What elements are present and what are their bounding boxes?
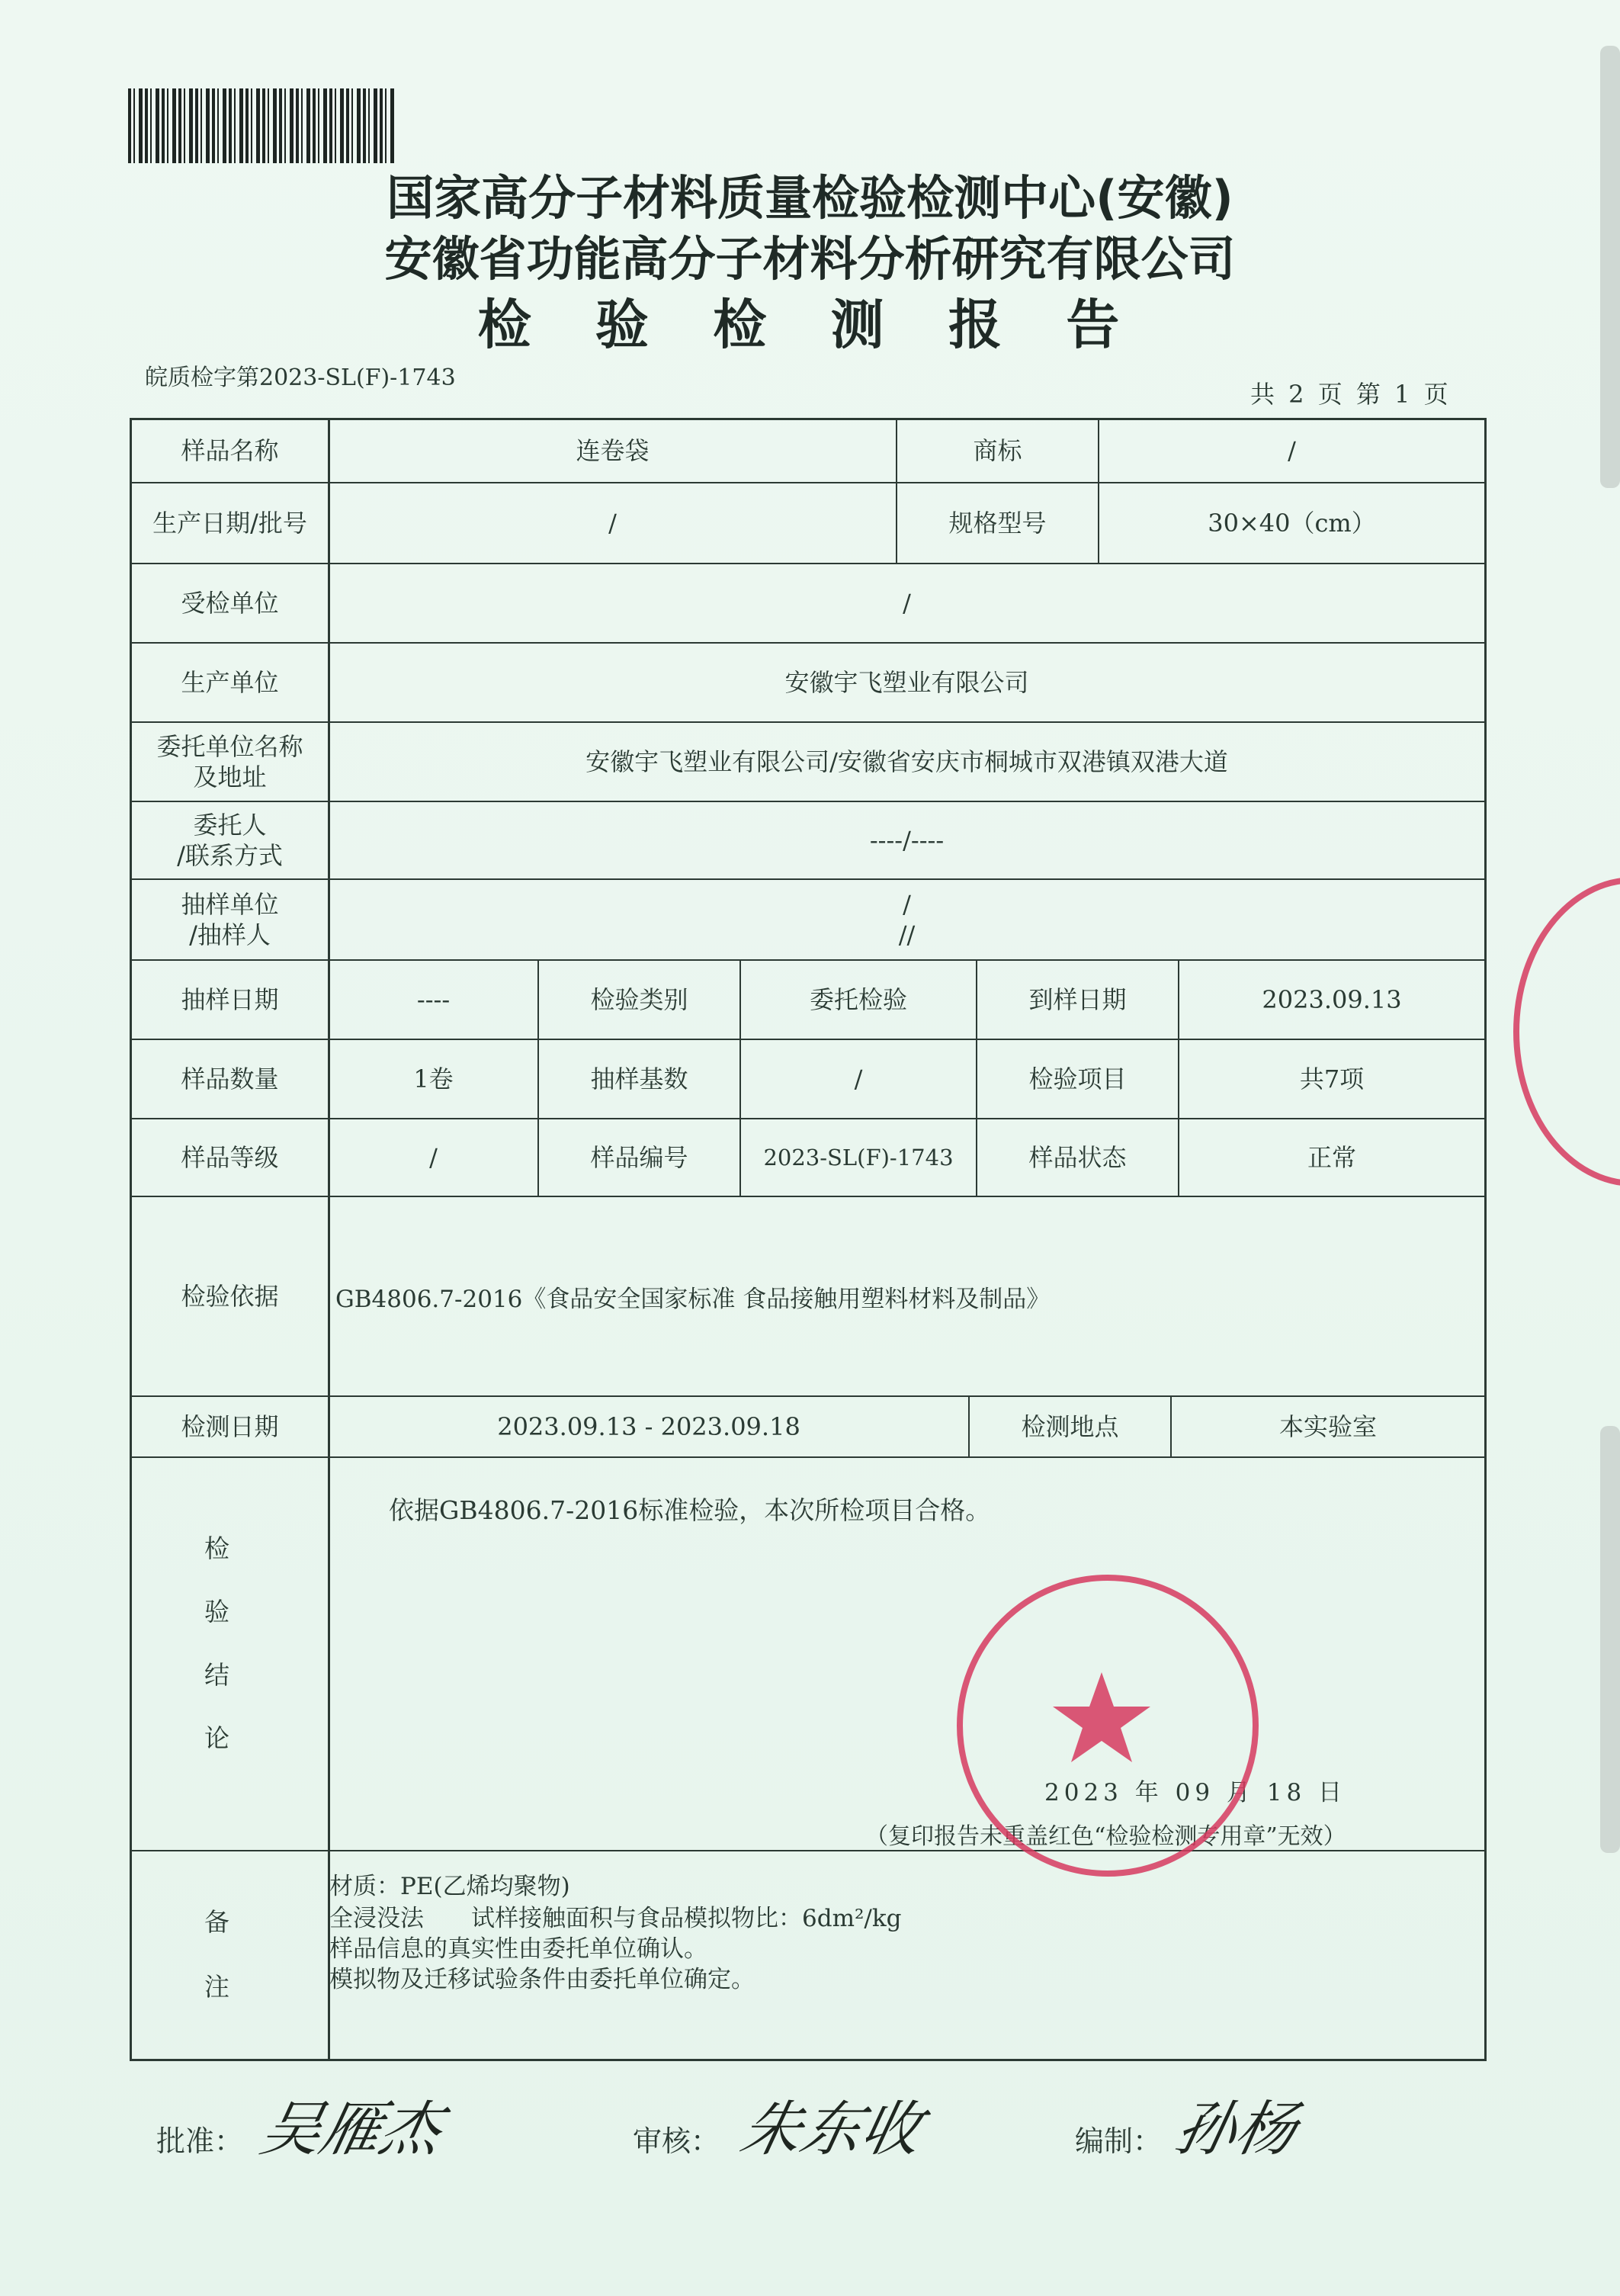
client-label-line2: 及地址 [193, 763, 267, 792]
remark-label-1: 备 [204, 1907, 229, 1937]
contact-label [132, 802, 328, 878]
sample-no-label: 样品编号 [590, 1143, 688, 1172]
inspected-unit: / [903, 589, 911, 618]
header-line2: 安徽省功能高分子材料分析研究有限公司 [384, 231, 1236, 287]
base: / [854, 1065, 863, 1093]
inspected-unit-label: 受检单位 [181, 589, 279, 618]
sampler-label-line2: /抽样人 [189, 920, 271, 949]
client-label-line1: 委托单位名称 [156, 732, 303, 761]
arrival-date: 2023.09.13 [1262, 985, 1402, 1014]
spec: 30×40（cm） [1208, 509, 1376, 538]
doc-number: 皖质检字第2023-SL(F)-1743 [145, 364, 456, 391]
remark-line-3: 样品信息的真实性由委托单位确认。 [329, 1935, 707, 1963]
edge-seal [1513, 877, 1620, 1187]
compile-label: 编制： [1075, 2124, 1163, 2158]
page-info: 共 2 页 第 1 页 [1250, 380, 1452, 409]
header-line1: 国家高分子材料质量检验检测中心(安徽) [387, 170, 1233, 226]
grade-label: 样品等级 [181, 1143, 279, 1172]
qty: 1卷 [413, 1065, 454, 1093]
grade: / [429, 1143, 438, 1172]
approve-label: 批准： [156, 2124, 244, 2158]
trademark-label: 商标 [973, 436, 1022, 465]
scrollbar-bottom[interactable] [1600, 1426, 1620, 1853]
test-date: 2023.09.13 - 2023.09.18 [497, 1412, 800, 1441]
sampling-date: ---- [416, 985, 451, 1014]
basis: GB4806.7-2016《食品安全国家标准 食品接触用塑料材料及制品》 [335, 1286, 1051, 1313]
remark-line-2: 全浸没法 试样接触面积与食品模拟物比：6dm²/kg [329, 1905, 902, 1932]
prod-date-label: 生产日期/批号 [152, 509, 307, 538]
conclusion-label-2: 验 [204, 1597, 229, 1626]
remark-line-1: 材质：PE(乙烯均聚物) [329, 1873, 570, 1900]
location-label: 检测地点 [1021, 1412, 1119, 1441]
base-label: 抽样基数 [590, 1065, 688, 1093]
test-type: 委托检验 [809, 985, 907, 1014]
location: 本实验室 [1278, 1412, 1377, 1441]
conclusion-label-3: 结 [204, 1660, 229, 1690]
contact-label-line1: 委托人 [193, 811, 267, 840]
qty-label: 样品数量 [181, 1065, 279, 1093]
compile-signature: 孙杨 [1169, 2095, 1304, 2164]
arrival-date-label: 到样日期 [1028, 985, 1127, 1014]
sample-no: 2023-SL(F)-1743 [763, 1144, 954, 1170]
trademark: / [1288, 436, 1296, 465]
report-title: 检 验 检 测 报 告 [477, 294, 1143, 356]
sampler-label-line1: 抽样单位 [181, 890, 279, 919]
seal-star-icon [963, 1581, 1240, 1858]
sampler-person: // [898, 920, 916, 949]
conclusion-label-1: 检 [204, 1533, 229, 1563]
conclusion-text: 依据GB4806.7-2016标准检验，本次所检项目合格。 [389, 1495, 991, 1525]
test-type-label: 检验类别 [590, 985, 688, 1014]
contact: ----/---- [869, 826, 945, 855]
basis-label: 检验依据 [181, 1282, 279, 1311]
state-label: 样品状态 [1028, 1143, 1127, 1172]
items: 共7项 [1299, 1065, 1365, 1093]
approve-signature: 吴雁杰 [254, 2095, 448, 2164]
producer-label: 生产单位 [181, 668, 279, 697]
sampler-unit: / [903, 890, 911, 919]
state: 正常 [1307, 1143, 1356, 1172]
sampler-label [132, 880, 328, 959]
remark-label-2: 注 [204, 1972, 229, 2002]
review-label: 审核： [633, 2124, 720, 2158]
spec-label: 规格型号 [948, 509, 1047, 538]
client-label [132, 723, 328, 801]
conclusion-label-4: 论 [204, 1723, 229, 1753]
conclusion-date: 2023 年 09 月 18 日 [1044, 1779, 1347, 1806]
items-label: 检验项目 [1028, 1065, 1127, 1093]
contact-label-line2: /联系方式 [177, 841, 283, 870]
review-signature: 朱东收 [734, 2095, 929, 2164]
sample-name: 连卷袋 [576, 436, 650, 465]
prod-date: / [608, 509, 617, 538]
sample-name-label: 样品名称 [181, 436, 279, 465]
client: 安徽宇飞塑业有限公司/安徽省安庆市桐城市双港镇双港大道 [585, 747, 1228, 776]
remark-line-4: 模拟物及迁移试验条件由委托单位确定。 [329, 1966, 755, 1993]
official-seal [957, 1575, 1259, 1877]
copy-note: （复印报告未重盖红色“检验检测专用章”无效） [865, 1823, 1346, 1850]
sampling-date-label: 抽样日期 [181, 985, 279, 1014]
producer: 安徽宇飞塑业有限公司 [784, 668, 1029, 697]
barcode [128, 88, 395, 163]
sampler [329, 880, 1484, 959]
test-date-label: 检测日期 [181, 1412, 279, 1441]
